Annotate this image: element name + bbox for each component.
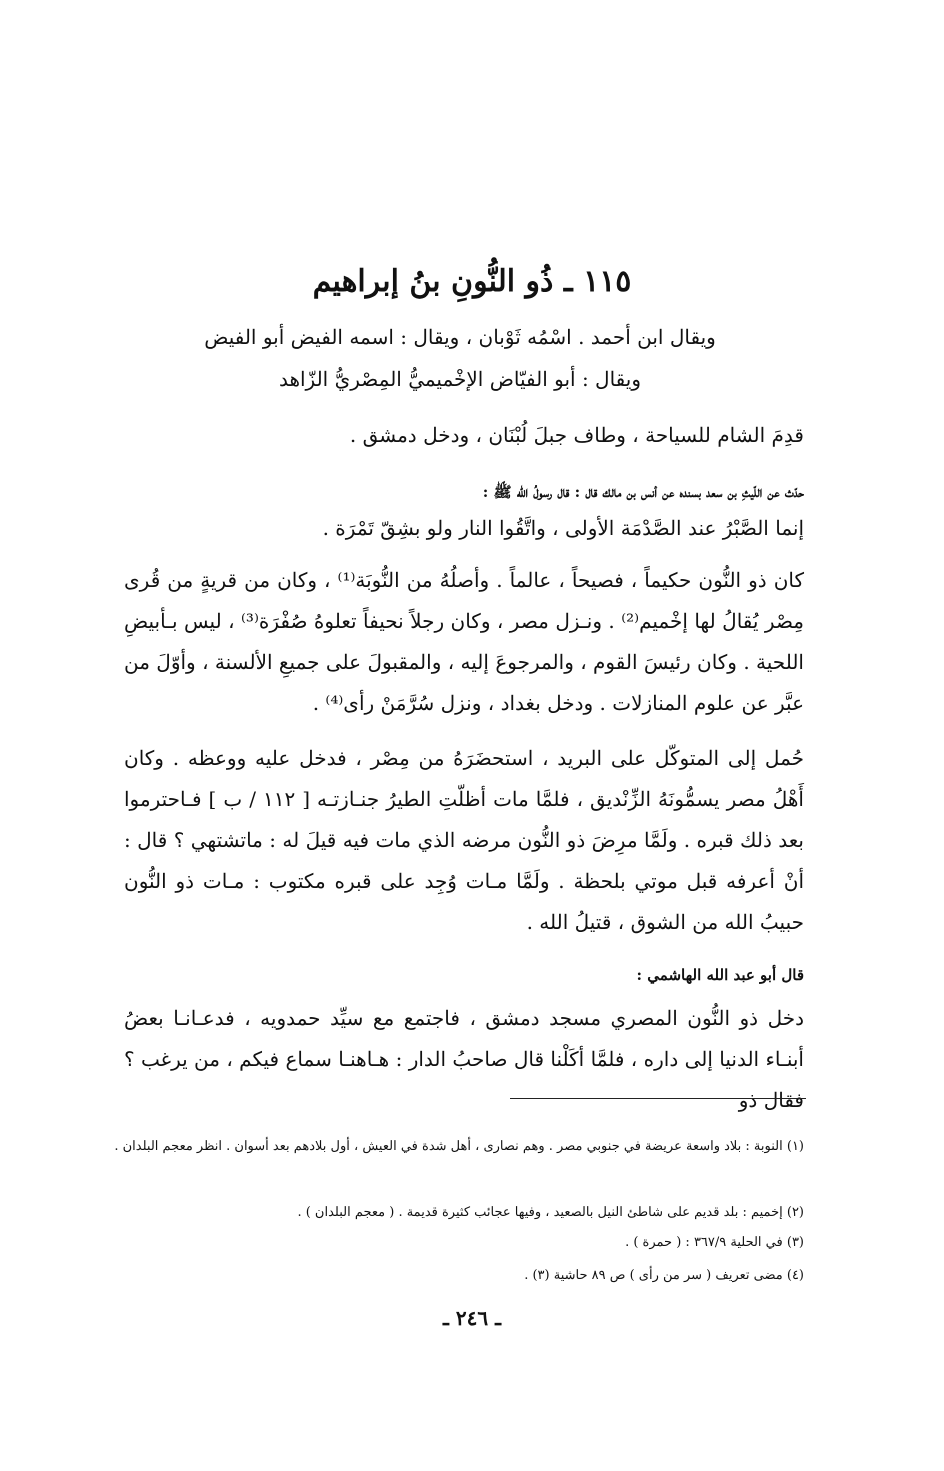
footnote-3: (٣) في الحلية ٣٦٧/٩ : ( حمرة ) . <box>625 1235 804 1250</box>
intro-line: قدِمَ الشام للسياحة ، وطاف جبلَ لُبْنَان ، ودخل دمشق . <box>349 423 804 447</box>
footnote-4: (٤) مضى تعريف ( سر من رأى ) ص ٨٩ حاشية (٣) . <box>524 1268 804 1283</box>
hadith-chain: حدّث عن اللّيثِ بن سعد بسنده عن أنس بن مالك قال : قال رسولُ الله ﷺ : <box>482 483 804 501</box>
paragraph-death: حُمل إلى المتوكّل على البريد ، استحضَرَهُ من مِصْر ، فدخل عليه ووعظه . وكان أَهْلُ مصر يسمُّونَهُ الزِّنْديق ، فلمَّا مات أظلّتِ الطيرُ جنـازتـه [ ١١٢ / ب ] فـاحترموا بعد ذلك قبره . ولَمَّا مرِضَ ذو النُّون مرضه الذي مات فيه قيلَ له : ماتشتهي ؟ قال : أنْ أعرفه قبل موتي بلحظة . ولَمَّا مـات وُجِد على قبره مكتوب : مـات ذو النُّون حبيبُ الله من الشوق ، قتيلُ الله . <box>124 746 804 934</box>
footnote-1: (١) النوبة : بلاد واسعة عريضة في جنوبي مصر . وهم نصارى ، أهل شدة في العيش ، أول بلادهم بعد أسوان . انظر معجم البلدان . <box>114 1139 804 1154</box>
entry-heading: ١١٥ ـ ذُو النُّونِ بنُ إبراهيم <box>312 264 632 299</box>
quote-intro: قال أبو عبد الله الهاشمي : <box>636 966 804 984</box>
hadith-text: إنما الصَّبْرُ عند الصَّدْمَة الأولى ، واتَّقُوا النار ولو بشِقّ تَمْرَة . <box>322 516 804 540</box>
paragraph-biography: كان ذو النُّون حكيماً ، فصيحاً ، عالماً . وأصلُهُ من النُّوبَة⁽¹⁾ ، وكان من قريةٍ من قُرى مِصْر يُقالُ لها إخْميم⁽²⁾ . ونـزل مصر ، وكان رجلاً نحيفاً تعلوهُ صُفْرَة⁽³⁾ ، ليس بـأبيضِ اللحية . وكان رئيسَ القوم ، والمرجوعَ إليه ، والمقبولَ على جميعِ الألسنة ، وأوّلَ من عبَّر عن علوم المنازلات . ودخل بغداد ، ونزل سُرَّمَنْ رأى⁽⁴⁾ . <box>124 568 804 715</box>
paragraph-story: دخل ذو النُّون المصري مسجد دمشق ، فاجتمع مع سيِّد حمدويه ، فدعـانـا بعضُ أبنـاء الدنيا إلى داره ، فلمَّا أكَلْنا قال صاحبُ الدار : هـاهنـا سماع فيكم ، من يرغب ؟ فقال ذو <box>124 1006 804 1112</box>
footnote-divider <box>510 1098 806 1099</box>
footnote-2: (٢) إخميم : بلد قديم على شاطئ النيل بالصعيد ، وفيها عجائب كثيرة قديمة . ( معجم البلدان ) . <box>297 1205 804 1220</box>
alias-line-1: ويقال ابن أحمد . اسْمُه ثَوْبان ، ويقال : اسمه الفيض أبو الفيض <box>204 325 716 349</box>
page-number: ـ ٢٤٦ ـ <box>443 1306 501 1330</box>
alias-line-2: ويقال : أبو الفيّاض الإخْميميُّ المِصْريُّ الزّاهد <box>278 367 642 391</box>
